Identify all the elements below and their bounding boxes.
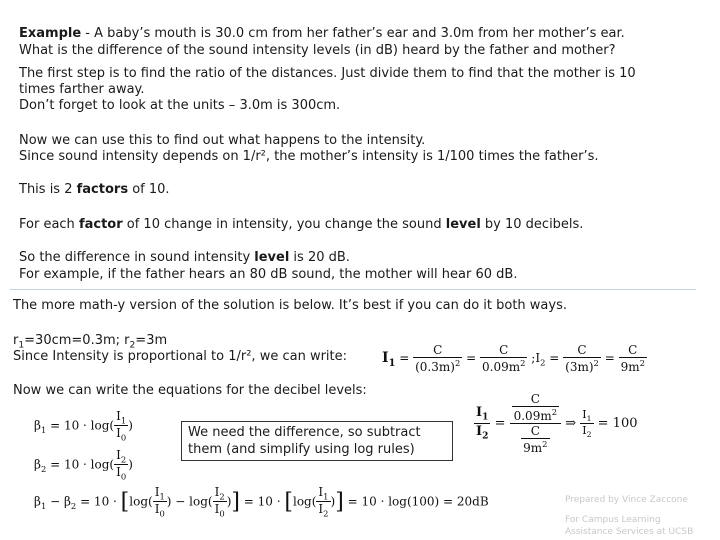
beta1-equation: $\beta_1 = 10 \cdot \log$( $\frac{I_1}{I_0}$ ): [34, 409, 133, 443]
frac-c-over-9m: [619, 343, 647, 374]
i2-sub: 2: [540, 357, 546, 368]
difference-line1: [19, 249, 350, 266]
final-equation: $\beta_1 - \beta_2 = 10 \cdot [\log$( $\frac{I_1}{I_0}$ ) − log( $\frac{I_2}{I_0}$ )] = 10 · [log( $\frac{I_1}{I_2}$ )] = 10 · log(100) = 20dB: [34, 485, 489, 519]
implies-arrow: ⇒: [565, 416, 577, 431]
frac-num: C: [413, 343, 462, 358]
factors-text: [19, 181, 170, 198]
intensity-line1: Now we can use this to find out what happens to the intensity.: [19, 133, 426, 148]
box-line1: We need the difference, so subtract: [188, 425, 421, 440]
step-line2: times farther away.: [19, 82, 145, 97]
example-label: Example: [19, 26, 82, 41]
frac-c-over-03m: [413, 343, 462, 374]
separator: ;: [531, 351, 536, 365]
frac-c-over-009m: [480, 343, 527, 374]
difference-bold: level: [254, 250, 290, 265]
frac-den: $0.09m^2$: [482, 358, 526, 374]
frac-num: C: [480, 343, 527, 358]
r2-sub: 2: [129, 340, 136, 351]
each-factor-text: [19, 216, 583, 233]
example-line2: What is the difference of the sound intensity levels (in dB) heard by the father and mother?: [19, 43, 616, 58]
each-factor-bold2: level: [445, 217, 481, 232]
i1-sub: 1: [388, 357, 396, 369]
credit-line2: For Campus Learning: [565, 515, 661, 525]
frac-num: C: [619, 343, 647, 358]
r1-sub: 1: [18, 340, 25, 351]
difference-pre: So the difference in sound intensity: [19, 250, 255, 265]
step-line3: Don’t forget to look at the units – 3.0m is 300cm.: [19, 98, 341, 113]
each-factor-bold1: factor: [78, 217, 123, 232]
frac-c-over-3m: [563, 343, 601, 374]
step-line1: The first step is to find the ratio of the distances. Just divide them to find that the mother is 10: [19, 66, 636, 81]
factors-post: of 10.: [128, 182, 170, 197]
intensity-line2: Since sound intensity depends on 1/r², the mother’s intensity is 1/100 times the father’s.: [19, 149, 599, 164]
intensity-equation: [382, 343, 647, 374]
section-divider: [10, 289, 696, 290]
frac-den: $(0.3m)^2$: [415, 358, 461, 374]
decibel-intro: Now we can write the equations for the decibel levels:: [13, 383, 367, 398]
i2-symbol: I: [535, 351, 541, 365]
example-line1: - A baby’s mouth is 30.0 cm from her father’s ear and 3.0m from her mother’s ear.: [81, 26, 625, 41]
ratio-equation: $\frac{I_1}{I_2}$ = $\frac{\frac{C}{0.09m^2}}{\frac{C}{9m^2}}$ ⇒ $\frac{I_1}{I_2}$ = 100: [476, 392, 638, 455]
factors-pre: This is 2: [19, 182, 77, 197]
proportional-text: Since Intensity is proportional to 1/r², we can write:: [13, 349, 348, 364]
beta2-equation: $\beta_2 = 10 \cdot \log$( $\frac{I_2}{I_0}$ ): [34, 448, 133, 482]
eq-sign-2: =: [466, 351, 477, 365]
eq-sign-4: =: [604, 351, 615, 365]
credit-line3: Assistance Services at UCSB: [565, 527, 694, 537]
frac-num: C: [563, 343, 601, 358]
difference-post: is 20 dB.: [289, 250, 350, 265]
example-question: [19, 25, 625, 42]
frac-den: $(3m)^2$: [565, 358, 599, 374]
mathy-text: The more math-y version of the solution is below. It’s best if you can do it both ways.: [13, 298, 567, 313]
r1-symbol: r: [13, 333, 19, 348]
eq-sign-1: =: [399, 351, 410, 365]
factors-bold: factors: [76, 182, 129, 197]
box-line2: them (and simplify using log rules): [188, 442, 415, 457]
difference-line2: For example, if the father hears an 80 dB sound, the mother will hear 60 dB.: [19, 267, 518, 282]
i1-symbol: I: [382, 350, 389, 366]
eq-sign-3: =: [549, 351, 560, 365]
each-factor-pre: For each: [19, 217, 79, 232]
r1-value: =30cm=0.3m; r: [24, 333, 130, 348]
each-factor-mid: of 10 change in intensity, you change the sound: [122, 217, 446, 232]
ratio-result: = 100: [597, 416, 638, 431]
credit-line1: Prepared by Vince Zaccone: [565, 495, 688, 505]
difference-note-box: [181, 421, 453, 461]
r2-value: =3m: [135, 333, 168, 348]
frac-den: $9m^2$: [620, 358, 645, 374]
each-factor-post: by 10 decibels.: [480, 217, 584, 232]
